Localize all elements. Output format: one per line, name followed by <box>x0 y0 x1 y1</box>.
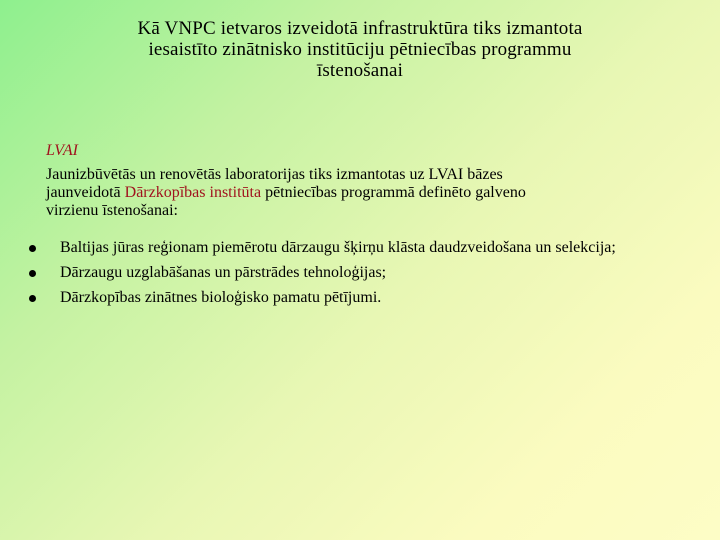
slide-title-line-2: iesaistīto zinātnisko institūciju pētniecības programmu <box>148 39 572 60</box>
intro-paragraph <box>46 166 686 220</box>
intro-line-2-after: pētniecības programmā definēto galveno <box>261 184 526 201</box>
slide-title-line-3: īstenošanai <box>316 60 404 81</box>
slide-title <box>40 18 680 81</box>
intro-line-1: Jaunizbūvētās un renovētās laboratorijas tiks izmantotas uz LVAI bāzes <box>46 166 503 183</box>
intro-line-3: virzienu īstenošanai: <box>46 202 178 219</box>
list-item <box>28 238 690 258</box>
slide-title-line-1: Kā VNPC ietvaros izveidotā infrastruktūra tiks izmantota <box>137 18 583 39</box>
intro-line-2-before: jaunveidotā <box>46 184 125 201</box>
list-item <box>28 288 690 308</box>
organization-label: LVAI <box>46 142 78 159</box>
bullet-dot-icon <box>29 245 36 252</box>
research-directions-list <box>28 238 690 313</box>
list-item-text: Dārzkopības zinātnes bioloģisko pamatu pētījumi. <box>60 289 382 306</box>
intro-line-2 <box>46 184 686 202</box>
list-item-text: Dārzaugu uzglabāšanas un pārstrādes tehnoloģijas; <box>60 264 387 281</box>
bullet-dot-icon <box>29 295 36 302</box>
institute-name-highlight: Dārzkopības institūta <box>124 184 262 201</box>
list-item-text: Baltijas jūras reģionam piemērotu dārzaugu šķirņu klāsta daudzveidošana un selekcija; <box>60 239 616 256</box>
bullet-dot-icon <box>29 270 36 277</box>
list-item <box>28 263 690 283</box>
